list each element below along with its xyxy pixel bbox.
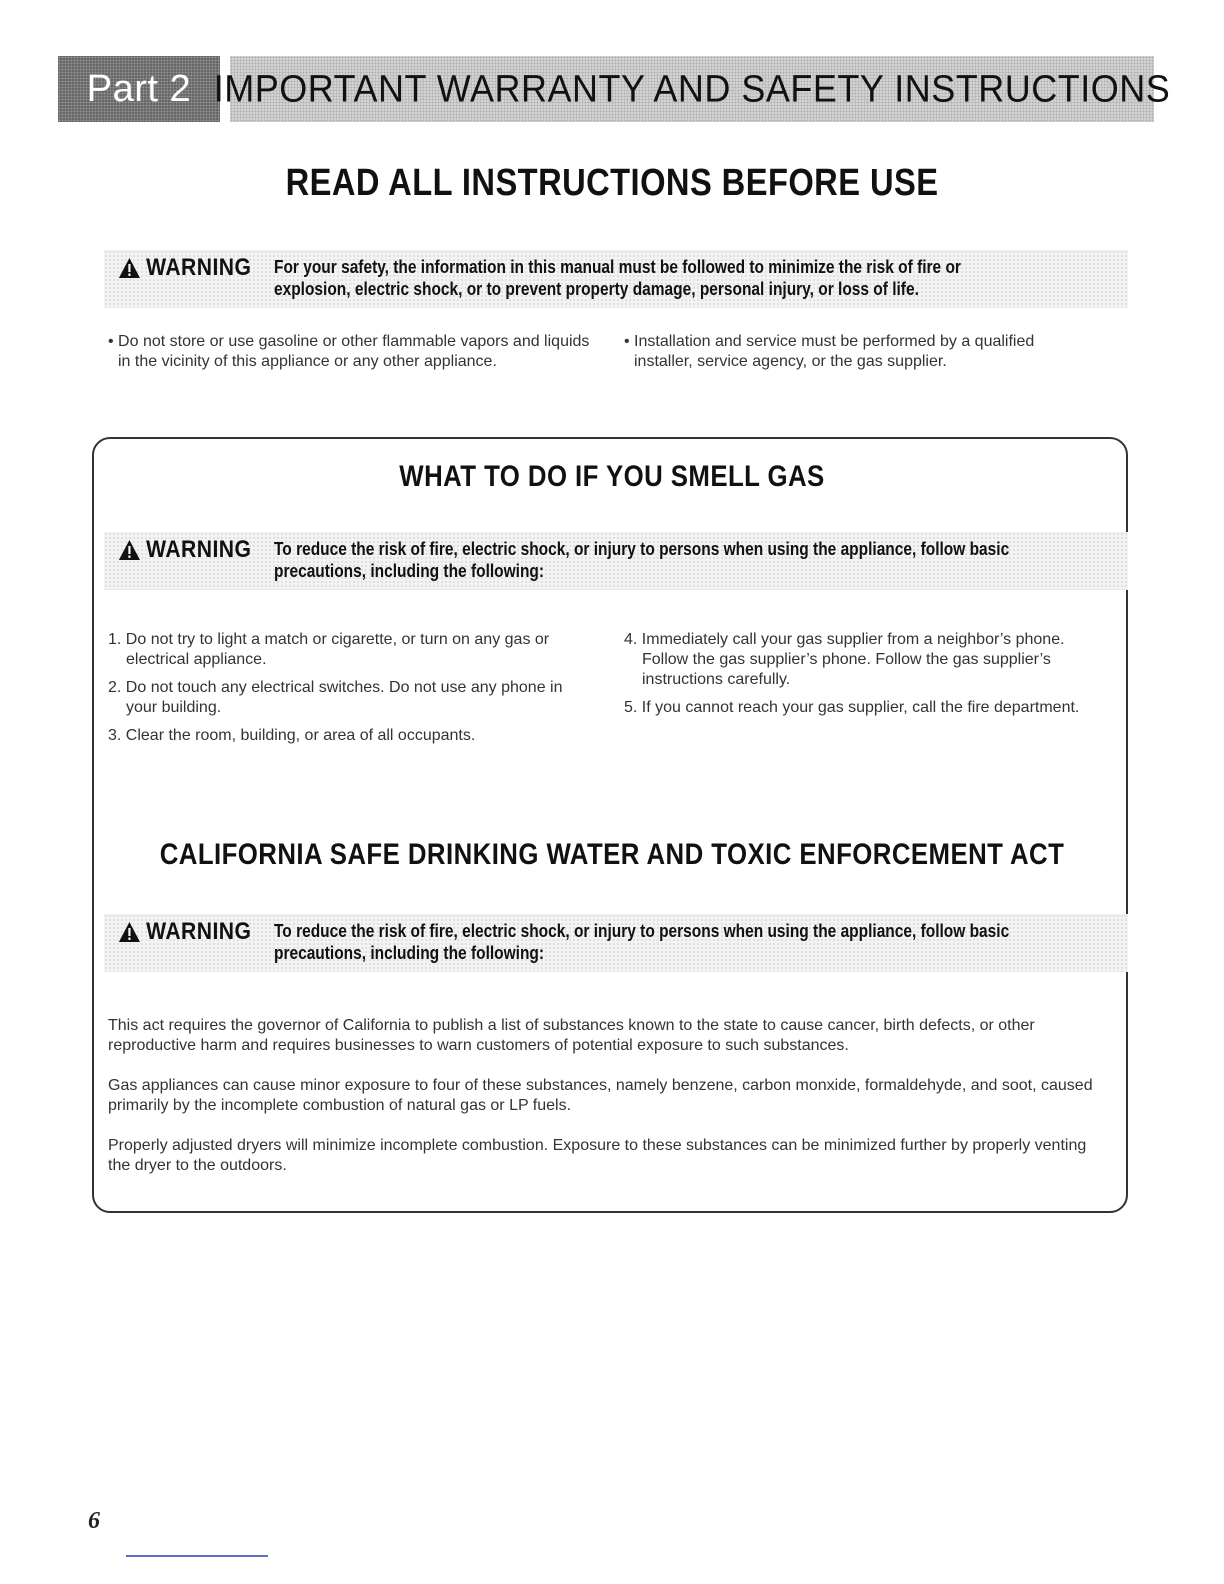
california-section-title: CALIFORNIA SAFE DRINKING WATER AND TOXIC ENFORCEMENT ACT — [159, 838, 1065, 871]
footer-divider — [126, 1555, 268, 1557]
header-title: IMPORTANT WARRANTY AND SAFETY INSTRUCTIONS — [213, 66, 1171, 110]
gas-section-title: WHAT TO DO IF YOU SMELL GAS — [399, 460, 825, 493]
warning-banner-3 — [104, 914, 1128, 972]
list-item: 4. Immediately call your gas supplier from a neighbor’s phone. Follow the gas supplier’s phone. Follow the gas supplier’s instructions carefully. — [624, 631, 1065, 688]
intro-bullet-right: • Installation and service must be performed by a qualified installer, service agency, or the gas supplier. — [624, 333, 1035, 370]
warning-label: WARNING — [118, 536, 251, 564]
intro-bullet-left: • Do not store or use gasoline or other flammable vapors and liquids in the vicinity of this appliance or any other appliance. — [108, 333, 590, 370]
california-paragraph-3: Properly adjusted dryers will minimize incomplete combustion. Exposure to these substances can be minimized further by properly venting the dryer to the outdoors. — [108, 1137, 1087, 1174]
warning-banner-2 — [104, 532, 1128, 590]
california-paragraph-1: This act requires the governor of California to publish a list of substances known to the state to cause cancer, birth defects, or other reproductive harm and requires businesses to warn customers of potential exposure to such substances. — [108, 1017, 1035, 1054]
list-item: 5. If you cannot reach your gas supplier, call the fire department. — [624, 699, 1080, 716]
gas-items-right — [624, 630, 1090, 726]
warning-triangle-icon — [118, 257, 141, 279]
list-item: 2. Do not touch any electrical switches. Do not use any phone in your building. — [108, 679, 563, 716]
part-label: Part 2 — [86, 67, 192, 110]
warning-text: To reduce the risk of fire, electric shock, or injury to persons when using the appliance, follow basic precautions, including the following: — [274, 921, 1010, 963]
list-item: 1. Do not try to light a match or cigarette, or turn on any gas or electrical appliance. — [108, 631, 550, 668]
california-paragraph-2: Gas appliances can cause minor exposure to four of these substances, namely benzene, carbon monxide, formaldehyde, and soot, caused primarily by the incomplete combustion of natural gas or LP fuels. — [108, 1077, 1093, 1114]
warning-label: WARNING — [118, 254, 251, 282]
warning-triangle-icon — [118, 539, 141, 561]
warning-banner-1 — [104, 250, 1128, 308]
warning-triangle-icon — [118, 921, 141, 943]
part-tab — [58, 56, 220, 122]
gas-items-left — [108, 630, 588, 754]
warning-text: To reduce the risk of fire, electric shock, or injury to persons when using the appliance, follow basic precautions, including the following: — [274, 539, 1010, 581]
header-title-bar — [213, 56, 1171, 122]
main-title: READ ALL INSTRUCTIONS BEFORE USE — [285, 162, 939, 204]
warning-label: WARNING — [118, 918, 251, 946]
list-item: 3. Clear the room, building, or area of all occupants. — [108, 727, 476, 744]
warning-text: For your safety, the information in this manual must be followed to minimize the risk of fire or explosion, electric shock, or to prevent property damage, personal injury, or loss of life. — [274, 257, 961, 299]
page-number: 6 — [88, 1508, 100, 1534]
